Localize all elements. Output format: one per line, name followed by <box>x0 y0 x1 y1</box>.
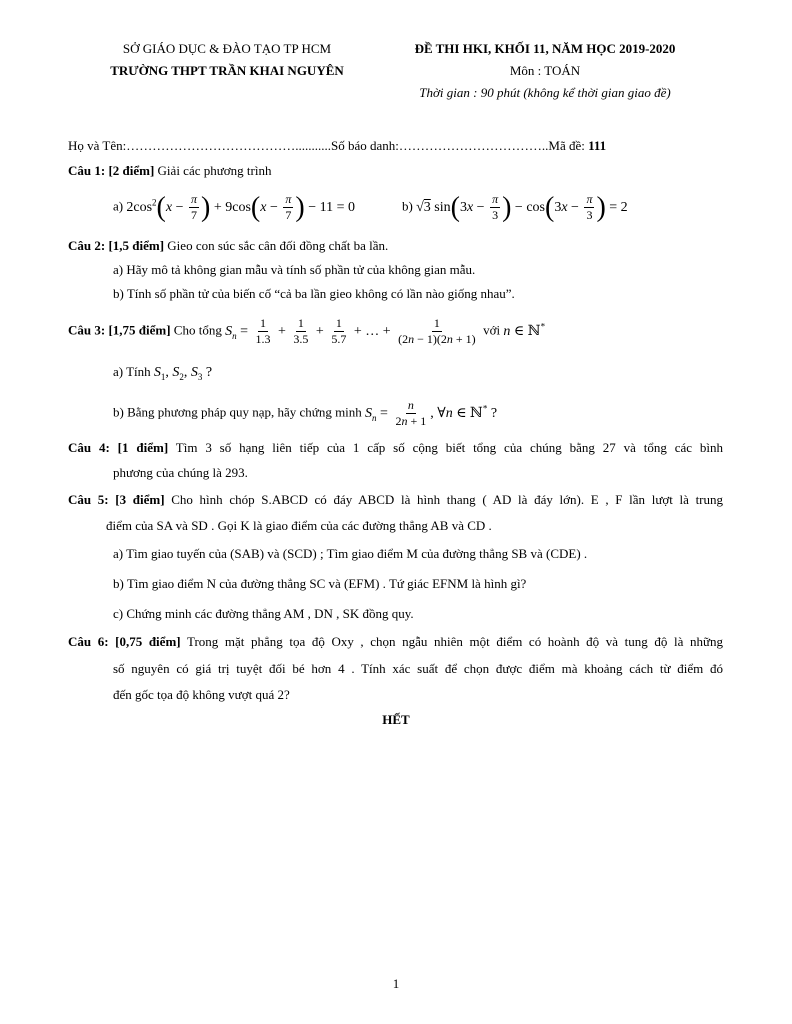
question-4-text: Tìm 3 số hạng liên tiếp của 1 cấp số cộng biết tổng của chúng bằng 27 và tổng các bình <box>168 440 723 455</box>
question-3-text: Cho tổng <box>170 322 226 338</box>
question-1-text: Giải các phương trình <box>154 163 272 178</box>
department-name: SỞ GIÁO DỤC & ĐÀO TẠO TP HCM <box>122 41 332 56</box>
student-info-line <box>68 138 606 154</box>
sum-formula: $S_n$ = $\frac{1}{1.3}$ + $\frac{1}{3.5}$ + $\frac{1}{5.7}$ + … + $\frac{1}{(2n - 1)(2n + 1)}$ <box>225 316 476 346</box>
question-3-part-b: b) Bằng phương pháp quy nạp, hãy chứng minh $S_n$ = $\frac{n}{2n + 1}$ , ∀n ∈ ℕ* ? <box>113 398 498 428</box>
question-4 <box>68 440 723 456</box>
question-2-text: Gieo con súc sắc cân đối đồng chất ba lần. <box>164 238 389 253</box>
question-2-part-b: b) Tính số phần tử của biến cố “cả ba lần gieo không có lần nào giống nhau”. <box>113 286 515 301</box>
question-4-label: Câu 4: [1 điểm] <box>68 440 169 455</box>
exam-code-value: 111 <box>588 138 607 153</box>
question-5-line-2: điểm của SA và SD . Gọi K là giao điểm của các đường thẳng AB và CD . <box>106 518 492 533</box>
question-5 <box>68 492 723 508</box>
question-6-label: Câu 6: [0,75 điểm] <box>68 634 181 649</box>
question-5-part-c: c) Chứng minh các đường thẳng AM , DN , SK đồng quy. <box>113 606 414 621</box>
question-5-label: Câu 5: [3 điểm] <box>68 492 165 507</box>
school-name: TRƯỜNG THPT TRẦN KHAI NGUYÊN <box>110 63 344 78</box>
induction-formula: $S_n$ = $\frac{n}{2n + 1}$ , ∀n ∈ ℕ* ? <box>365 398 498 428</box>
question-2 <box>68 238 388 254</box>
question-4-line-2: phương của chúng là 293. <box>113 465 248 480</box>
question-3-part-a: a) Tính $S_1$, $S_2$, $S_3$ ? <box>113 364 213 382</box>
question-3-label: Câu 3: [1,75 điểm] <box>68 322 171 338</box>
name-field-label: Họ và Tên:…………………………………........... <box>68 138 331 153</box>
question-1-part-b: b) √3 sin(3x − $\frac{\pi}{3}$ ) − cos(3x − $\frac{\pi}{3}$ ) = 2 <box>402 191 628 223</box>
question-3: Câu 3: [1,75 điểm] Cho tổng $S_n$ = $\frac{1}{1.3}$ + $\frac{1}{3.5}$ + $\frac{1}{5.7}$ + … + $\frac{1}{(2n - 1)(2n + 1)}$ với n ∈ ℕ* <box>68 316 546 346</box>
header-left <box>72 38 382 82</box>
question-1-part-a: a) $2\cos^2(x$ − $\frac{\pi}{7}$ ) + 9cos(x − $\frac{\pi}{7}$ ) − 11 = 0 <box>113 191 355 223</box>
exam-code-label: Mã đề: <box>548 138 589 153</box>
question-6-text: Trong mặt phẳng tọa độ Oxy , chọn ngẫu nhiên một điểm có hoành độ và tung độ là những <box>180 634 723 649</box>
header-right <box>390 38 700 104</box>
question-5-part-a: a) Tìm giao tuyến của (SAB) và (SCD) ; Tìm giao điểm M của đường thẳng SB và (CDE) . <box>113 546 588 561</box>
student-id-label: Số báo danh:…………………………….. <box>331 138 549 153</box>
equation-1a: $2\cos^2(x$ − $\frac{\pi}{7}$ ) + 9cos(x − $\frac{\pi}{7}$ ) − 11 = 0 <box>126 191 355 223</box>
question-2-part-a: a) Hãy mô tả không gian mẫu và tính số phần tử của không gian mẫu. <box>113 262 476 277</box>
question-1-label: Câu 1: [2 điểm] <box>68 163 155 178</box>
question-6-line-2: số nguyên có giá trị tuyệt đối bé hơn 4 . Tính xác suất để chọn được điểm mà khoảng cách từ điểm đó <box>113 661 723 676</box>
exam-time: Thời gian : 90 phút (không kể thời gian giao đề) <box>419 85 671 100</box>
subject: Môn : TOÁN <box>509 63 581 78</box>
exam-title: ĐỀ THI HKI, KHỐI 11, NĂM HỌC 2019-2020 <box>414 41 676 56</box>
question-2-label: Câu 2: [1,5 điểm] <box>68 238 165 253</box>
question-6 <box>68 634 723 650</box>
equation-1b: √3 sin(3x − $\frac{\pi}{3}$ ) − cos(3x − $\frac{\pi}{3}$ ) = 2 <box>416 191 628 223</box>
question-6-line-3: đến gốc tọa độ không vượt quá 2? <box>113 687 290 702</box>
question-5-part-b: b) Tìm giao điểm N của đường thẳng SC và (EFM) . Tứ giác EFNM là hình gì? <box>113 576 527 591</box>
page-number: 1 <box>392 976 400 991</box>
question-1 <box>68 163 271 179</box>
end-marker: HẾT <box>382 712 410 727</box>
question-5-text: Cho hình chóp S.ABCD có đáy ABCD là hình thang ( AD là đáy lớn). E , F lần lượt là trung <box>164 492 724 507</box>
